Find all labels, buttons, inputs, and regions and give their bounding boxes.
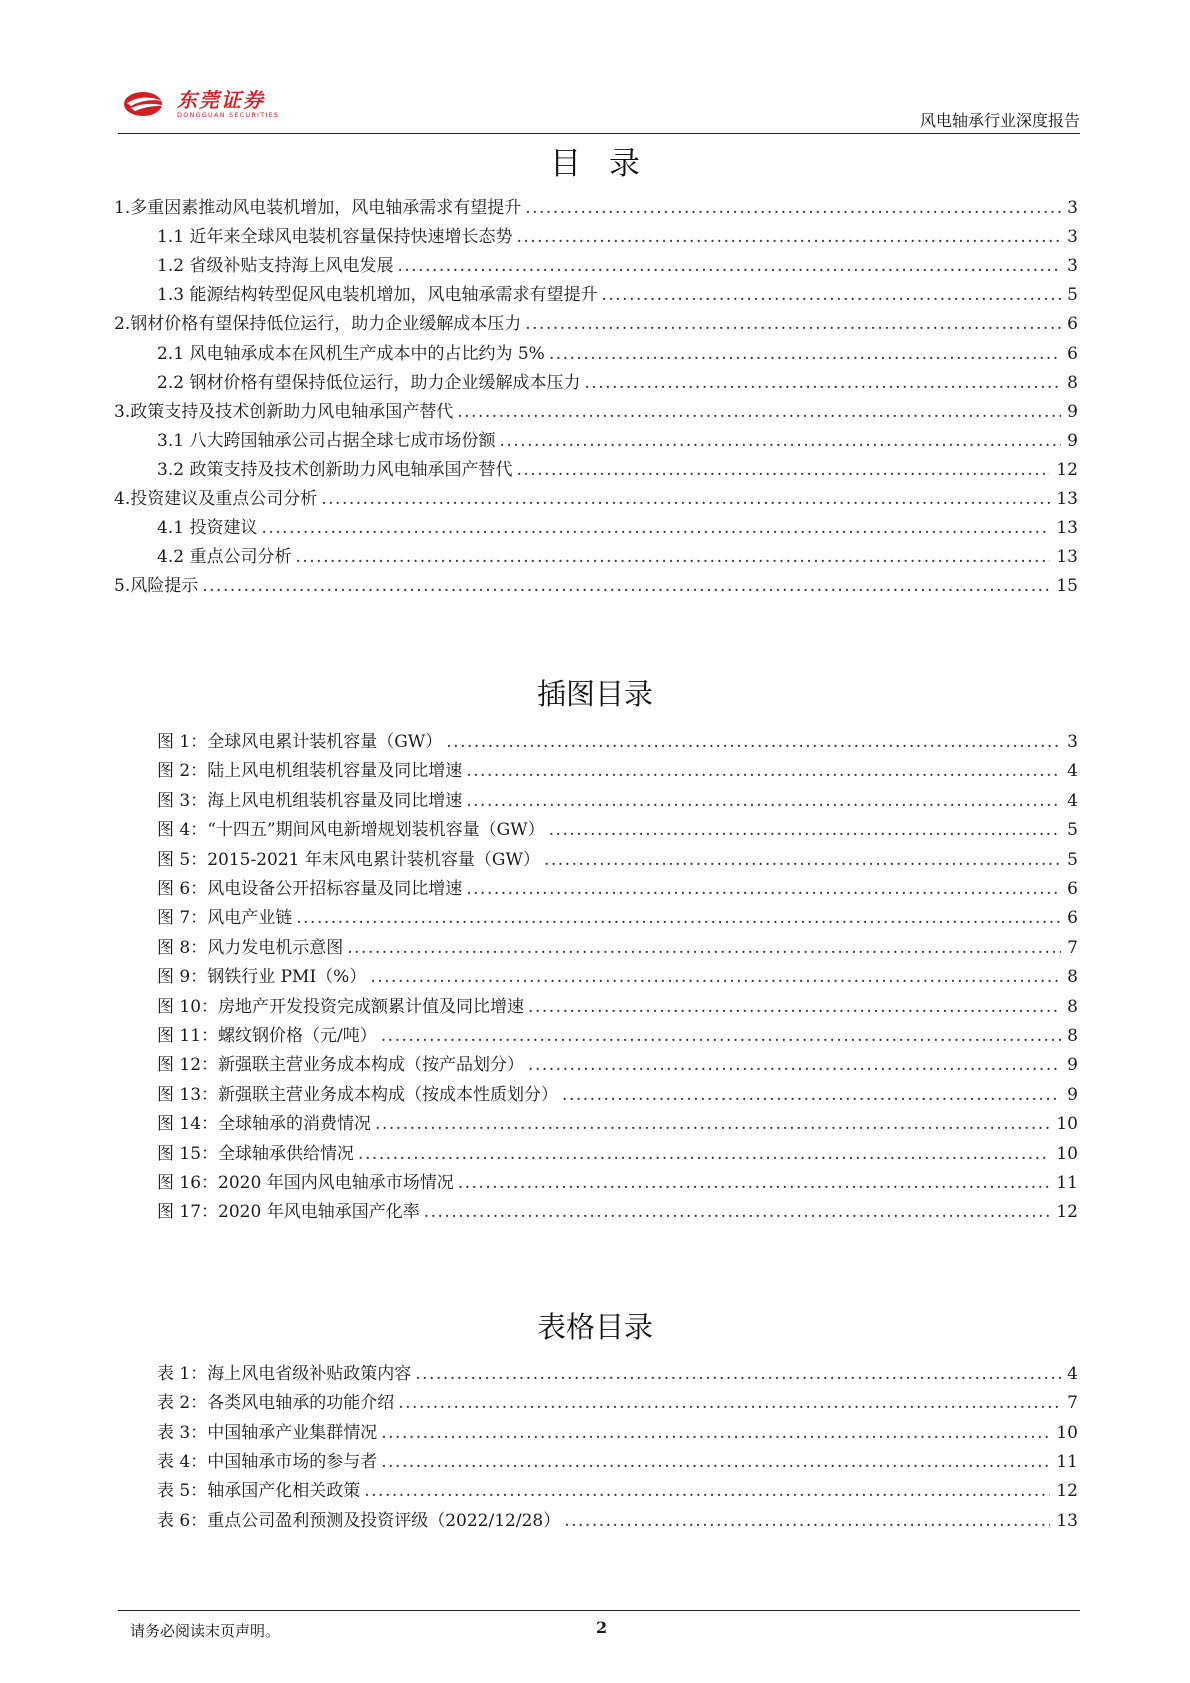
company-logo bbox=[123, 86, 279, 122]
toc-entry-label: 图 13：新强联主营业务成本构成（按成本性质划分） bbox=[157, 1084, 559, 1105]
dot-leader bbox=[525, 314, 1061, 334]
toc-entry-label: 1.3 能源结构转型促风电装机增加，风电轴承需求有望提升 bbox=[157, 285, 598, 306]
toc-entry-page: 3 bbox=[1067, 732, 1078, 752]
toc-entry-label: 3.2 政策支持及技术创新助力风电轴承国产替代 bbox=[157, 459, 513, 480]
dot-leader bbox=[424, 1202, 1051, 1222]
logo-mark-icon bbox=[123, 89, 169, 119]
toc-entry-page: 8 bbox=[1067, 996, 1078, 1017]
toc-entry-label: 表 2：各类风电轴承的功能介绍 bbox=[157, 1393, 395, 1414]
toc-entry[interactable] bbox=[114, 571, 1078, 601]
toc-entry[interactable] bbox=[157, 786, 1078, 816]
toc-entry[interactable] bbox=[157, 251, 1078, 281]
toc-entry-page: 12 bbox=[1056, 459, 1078, 480]
toc-entry-label: 5.风险提示 bbox=[114, 576, 199, 597]
dot-leader bbox=[549, 344, 1061, 364]
toc-entry-page: 12 bbox=[1056, 1481, 1078, 1502]
toc-entry[interactable] bbox=[157, 368, 1078, 398]
toc-entry[interactable] bbox=[157, 992, 1078, 1022]
toc-entry-page: 15 bbox=[1056, 576, 1078, 597]
toc-entry[interactable] bbox=[157, 1447, 1078, 1477]
toc-entry-page: 9 bbox=[1067, 430, 1078, 451]
toc-entry-page: 11 bbox=[1056, 1173, 1078, 1193]
toc-entry[interactable] bbox=[157, 339, 1078, 369]
dot-leader bbox=[544, 850, 1061, 870]
toc-entry-page: 4 bbox=[1067, 790, 1078, 811]
toc-entry-label: 1.多重因素推动风电装机增加，风电轴承需求有望提升 bbox=[114, 198, 522, 218]
toc-entry-label: 图 8：风力发电机示意图 bbox=[157, 937, 344, 958]
dot-leader bbox=[398, 1393, 1061, 1413]
toc-entry-label: 图 14：全球轴承的消费情况 bbox=[157, 1114, 372, 1135]
toc-entry-page: 5 bbox=[1067, 285, 1078, 306]
toc-entry-label: 图 9：钢铁行业 PMI（%） bbox=[157, 967, 367, 988]
toc-entry[interactable] bbox=[157, 426, 1078, 456]
toc-entry-page: 13 bbox=[1056, 1510, 1078, 1531]
toc-entry-label: 3.政策支持及技术创新助力风电轴承国产替代 bbox=[114, 401, 454, 422]
toc-entry-page: 3 bbox=[1067, 198, 1078, 218]
dot-leader bbox=[564, 1511, 1050, 1531]
toc-entry[interactable] bbox=[157, 542, 1078, 572]
dot-leader bbox=[381, 1026, 1061, 1046]
toc-entry-label: 图 11：螺纹钢价格（元/吨） bbox=[157, 1026, 377, 1046]
toc-entry-page: 8 bbox=[1067, 967, 1078, 988]
toc-entry-label: 2.2 钢材价格有望保持低位运行，助力企业缓解成本压力 bbox=[157, 372, 581, 393]
toc-entry-label: 图 12：新强联主营业务成本构成（按产品划分） bbox=[157, 1055, 525, 1076]
dot-leader bbox=[516, 227, 1061, 247]
toc-entry[interactable] bbox=[157, 1197, 1078, 1227]
toc-entry-page: 3 bbox=[1067, 227, 1078, 248]
dot-leader bbox=[358, 1144, 1050, 1164]
toc-entry[interactable] bbox=[157, 874, 1078, 904]
dot-leader bbox=[296, 908, 1061, 928]
toc-entry-label: 4.投资建议及重点公司分析 bbox=[114, 489, 318, 509]
toc-entry-page: 11 bbox=[1056, 1451, 1078, 1472]
page-number: 2 bbox=[596, 1618, 608, 1637]
toc-entry[interactable] bbox=[157, 1476, 1078, 1506]
dot-leader bbox=[381, 1452, 1050, 1472]
toc-entry[interactable] bbox=[157, 815, 1078, 845]
toc-entry[interactable] bbox=[157, 1168, 1078, 1198]
toc-entry-page: 4 bbox=[1067, 1364, 1078, 1384]
dot-leader bbox=[528, 1055, 1061, 1075]
toc-entry-page: 5 bbox=[1067, 820, 1078, 841]
toc-entry[interactable] bbox=[157, 1418, 1078, 1448]
toc-entry[interactable] bbox=[157, 1021, 1078, 1051]
toc-entry-label: 表 5：轴承国产化相关政策 bbox=[157, 1481, 361, 1502]
toc-entry[interactable] bbox=[114, 309, 1078, 339]
dot-leader bbox=[466, 879, 1061, 899]
dot-leader bbox=[549, 820, 1062, 840]
toc-entry-page: 8 bbox=[1067, 372, 1078, 393]
toc-entry-page: 10 bbox=[1056, 1114, 1078, 1135]
toc-entry-label: 2.1 风电轴承成本在风机生产成本中的占比约为 5% bbox=[157, 343, 545, 364]
logo-english-name: DONGGUAN SECURITIES bbox=[177, 111, 280, 119]
toc-entry-label: 图 6：风电设备公开招标容量及同比增速 bbox=[157, 879, 463, 899]
toc-entry-page: 9 bbox=[1067, 401, 1078, 422]
toc-entry[interactable] bbox=[157, 280, 1078, 310]
dot-leader bbox=[261, 518, 1050, 538]
toc-entry-label: 3.1 八大跨国轴承公司占据全球七成市场份额 bbox=[157, 430, 496, 451]
toc-entry-label: 图 2：陆上风电机组装机容量及同比增速 bbox=[157, 761, 463, 782]
dot-leader bbox=[202, 576, 1050, 596]
toc-entry-page: 5 bbox=[1067, 849, 1078, 870]
toc-entry-page: 7 bbox=[1067, 937, 1078, 958]
dot-leader bbox=[375, 1114, 1050, 1134]
toc-entry-label: 图 15：全球轴承供给情况 bbox=[157, 1143, 355, 1164]
dot-leader bbox=[601, 285, 1061, 305]
toc-entry[interactable] bbox=[114, 397, 1078, 427]
toc-entry-label: 2.钢材价格有望保持低位运行，助力企业缓解成本压力 bbox=[114, 314, 522, 335]
toc-entry[interactable] bbox=[157, 455, 1078, 485]
toc-entry-label: 4.2 重点公司分析 bbox=[157, 547, 292, 568]
toc-entry[interactable] bbox=[114, 484, 1078, 514]
toc-entry[interactable] bbox=[157, 1506, 1078, 1536]
toc-entry-label: 4.1 投资建议 bbox=[157, 518, 258, 539]
dot-leader bbox=[528, 997, 1061, 1017]
toc-entry-page: 6 bbox=[1067, 314, 1078, 335]
dot-leader bbox=[525, 198, 1061, 218]
dot-leader bbox=[295, 547, 1050, 567]
toc-entry-label: 图 5：2015-2021 年末风电累计装机容量（GW） bbox=[157, 849, 540, 870]
toc-entry-page: 9 bbox=[1067, 1084, 1078, 1105]
toc-entry-page: 9 bbox=[1067, 1055, 1078, 1076]
dot-leader bbox=[397, 256, 1061, 276]
page-header bbox=[118, 78, 1080, 134]
toc-entry-label: 图 1：全球风电累计装机容量（GW） bbox=[157, 732, 443, 752]
toc-entry-page: 6 bbox=[1067, 879, 1078, 899]
table-toc-title: 表格目录 bbox=[536, 1310, 653, 1344]
toc-entry[interactable] bbox=[157, 1139, 1078, 1169]
dot-leader bbox=[321, 489, 1050, 509]
toc-entry-label: 图 3：海上风电机组装机容量及同比增速 bbox=[157, 790, 463, 811]
toc-entry-label: 表 6：重点公司盈利预测及投资评级（2022/12/28） bbox=[157, 1510, 561, 1531]
toc-entry[interactable] bbox=[157, 962, 1078, 992]
toc-entry[interactable] bbox=[114, 193, 1078, 223]
toc-entry-label: 表 4：中国轴承市场的参与者 bbox=[157, 1451, 378, 1472]
disclaimer-note: 请务必阅读末页声明。 bbox=[130, 1622, 281, 1640]
report-title: 风电轴承行业深度报告 bbox=[919, 111, 1080, 130]
dot-leader bbox=[466, 761, 1061, 781]
toc-entry[interactable] bbox=[157, 1080, 1078, 1110]
toc-entry-page: 12 bbox=[1056, 1202, 1078, 1223]
toc-entry-page: 13 bbox=[1056, 518, 1078, 539]
toc-entry-page: 6 bbox=[1067, 343, 1078, 364]
dot-leader bbox=[364, 1481, 1050, 1501]
toc-entry[interactable] bbox=[157, 903, 1078, 933]
header-divider bbox=[118, 133, 1080, 134]
dot-leader bbox=[499, 431, 1061, 451]
dot-leader bbox=[516, 460, 1050, 480]
dot-leader bbox=[347, 938, 1061, 958]
toc-entry-label: 图 16：2020 年国内风电轴承市场情况 bbox=[157, 1173, 454, 1193]
toc-entry[interactable] bbox=[157, 845, 1078, 875]
toc-entry[interactable] bbox=[157, 727, 1078, 757]
dot-leader bbox=[584, 373, 1061, 393]
toc-entry-label: 图 17：2020 年风电轴承国产化率 bbox=[157, 1202, 420, 1223]
toc-entry-label: 1.2 省级补贴支持海上风电发展 bbox=[157, 256, 394, 277]
toc-entry-page: 13 bbox=[1056, 489, 1078, 509]
toc-entry-page: 6 bbox=[1067, 908, 1078, 929]
dot-leader bbox=[562, 1085, 1061, 1105]
toc-entry-page: 4 bbox=[1067, 761, 1078, 782]
footer-divider bbox=[118, 1610, 1080, 1611]
dot-leader bbox=[457, 402, 1061, 422]
figure-toc-title: 插图目录 bbox=[536, 677, 653, 711]
toc-entry-page: 13 bbox=[1056, 547, 1078, 568]
dot-leader bbox=[458, 1173, 1051, 1193]
toc-entry[interactable] bbox=[157, 1388, 1078, 1418]
dot-leader bbox=[370, 967, 1061, 987]
toc-entry-page: 8 bbox=[1067, 1026, 1078, 1046]
toc-entry[interactable] bbox=[157, 933, 1078, 963]
toc-entry-label: 表 3：中国轴承产业集群情况 bbox=[157, 1422, 378, 1443]
toc-entry-page: 7 bbox=[1067, 1393, 1078, 1414]
toc-entry-page: 10 bbox=[1056, 1422, 1078, 1443]
toc-entry[interactable] bbox=[157, 222, 1078, 252]
toc-entry[interactable] bbox=[157, 513, 1078, 543]
toc-entry[interactable] bbox=[157, 1109, 1078, 1139]
toc-entry-page: 10 bbox=[1056, 1143, 1078, 1164]
toc-entry-page: 3 bbox=[1067, 256, 1078, 277]
dot-leader bbox=[446, 732, 1061, 752]
toc-entry-label: 图 10：房地产开发投资完成额累计值及同比增速 bbox=[157, 996, 525, 1017]
toc-entry[interactable] bbox=[157, 756, 1078, 786]
logo-chinese-name: 东莞证券 bbox=[177, 88, 265, 112]
toc-entry-label: 表 1：海上风电省级补贴政策内容 bbox=[157, 1364, 412, 1384]
dot-leader bbox=[415, 1364, 1061, 1384]
toc-entry[interactable] bbox=[157, 1359, 1078, 1389]
toc-entry-label: 1.1 近年来全球风电装机容量保持快速增长态势 bbox=[157, 227, 513, 248]
dot-leader bbox=[466, 791, 1061, 811]
toc-entry[interactable] bbox=[157, 1050, 1078, 1080]
dot-leader bbox=[381, 1423, 1050, 1443]
toc-entry-label: 图 4：“十四五”期间风电新增规划装机容量（GW） bbox=[157, 820, 545, 841]
toc-title: 目录 bbox=[550, 146, 668, 182]
toc-entry-label: 图 7：风电产业链 bbox=[157, 908, 293, 929]
